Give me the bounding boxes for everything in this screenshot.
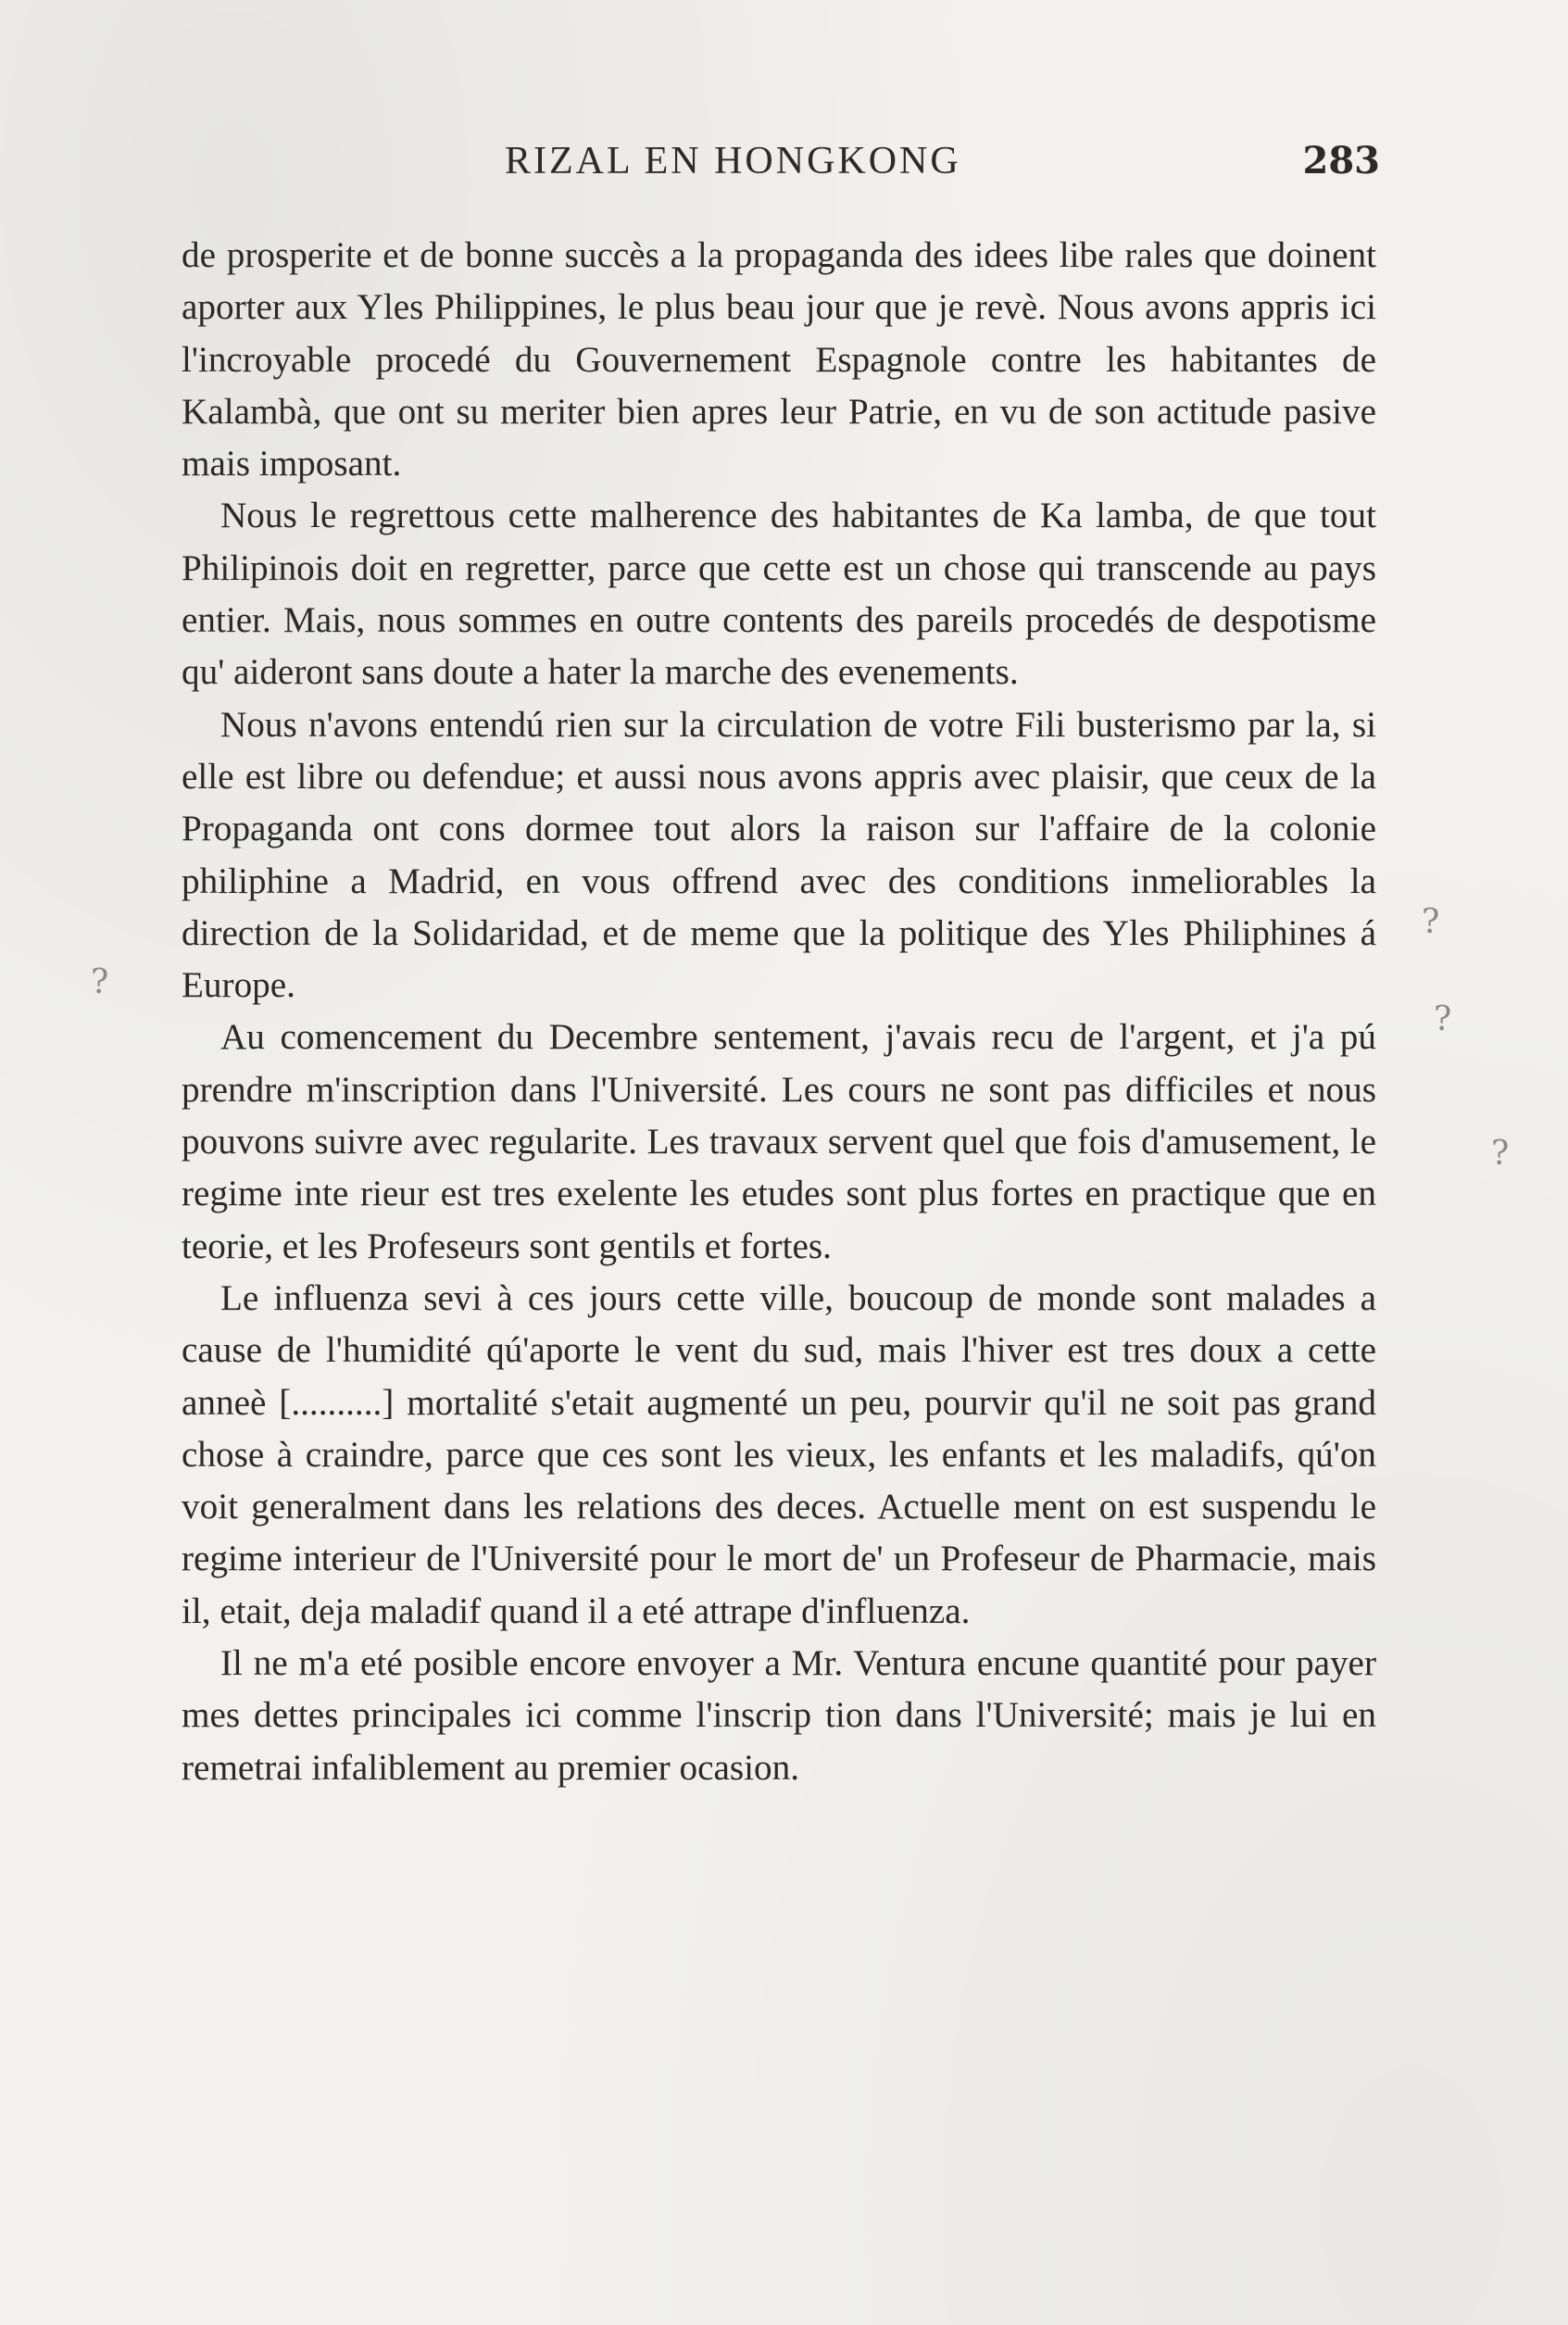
text-line: qú'on voit generalment dans les relations des deces. Actuelle bbox=[182, 1434, 1377, 1527]
text-line: s'etait augmenté un peu, pourvir qu'il ne soit pas grand chose à bbox=[182, 1382, 1377, 1475]
paragraph bbox=[182, 1012, 1376, 1272]
text-line: ont su meriter bien apres leur Patrie, en vu de son actitude pasive bbox=[397, 391, 1377, 432]
paragraph bbox=[182, 230, 1376, 490]
text-line: Il ne m'a eté posible encore envoyer a Mr. Ventura encune bbox=[220, 1643, 1091, 1684]
text-line: que je revè. Nous avons appris ici l'incroyable procedé du bbox=[182, 287, 1376, 380]
text-line: Le influenza sevi à ces jours cette ville, boucoup de monde bbox=[220, 1277, 1151, 1318]
text-line: premier ocasion. bbox=[557, 1747, 799, 1788]
text-line: Nous le regrettous cette malherence des habitantes de Ka bbox=[220, 496, 1083, 536]
text-line: Les travaux servent quel que fois d'amusement, le regime inte bbox=[182, 1122, 1376, 1214]
text-line: l'argent, et j'a pú prendre m'inscription dans l'Université. Les bbox=[182, 1017, 1376, 1110]
text-line: Au comencement du Decembre sentement, j'avais recu de bbox=[220, 1017, 1120, 1058]
text-line: quantité pour payer mes dettes principales ici comme l'inscrip bbox=[182, 1643, 1376, 1736]
text-line: de prosperite et de bonne succès a la propaganda des idees libe bbox=[182, 235, 1114, 275]
margin-question-mark: ? bbox=[91, 963, 109, 1001]
text-line: mais l'hiver est tres doux a cette anneè [..........] mortalité bbox=[182, 1330, 1376, 1423]
text-line: mort de' un Profeseur de Pharmacie, mais il, etait, deja maladif bbox=[182, 1539, 1376, 1631]
text-line: mais imposant. bbox=[182, 444, 402, 484]
text-line: rales que doinent aporter aux Yles Philippines, le plus beau jour bbox=[182, 235, 1376, 328]
text-line: sont malades a cause de l'humidité qú'aporte le vent du sud, bbox=[182, 1277, 1376, 1371]
text-line: busterismo par la, si elle est libre ou defendue; et aussi nous bbox=[182, 704, 1376, 797]
text-line: Gouvernement Espagnole contre les habitantes de Kalambà, que bbox=[182, 339, 1376, 432]
text-line: craindre, parce que ces sont les vieux, les enfants et les maladifs, bbox=[305, 1434, 1298, 1475]
text-line: sans doute a hater la marche des evenements. bbox=[361, 652, 1019, 693]
text-line: en teorie, et les Profeseurs sont gentils et fortes. bbox=[182, 1174, 1377, 1266]
text-line: avons appris avec plaisir, que ceux de la Propaganda ont cons bbox=[182, 756, 1376, 849]
text-line: tion dans l'Université; mais je lui en remetrai infaliblement au bbox=[182, 1695, 1377, 1788]
margin-question-mark: ? bbox=[1434, 1000, 1452, 1038]
paragraph bbox=[182, 699, 1376, 1012]
text-line: lamba, de que tout Philipinois doit en regretter, parce que cette bbox=[182, 496, 1377, 588]
margin-question-mark: ? bbox=[1491, 1135, 1510, 1173]
text-line: est un chose qui transcende au pays entier. Mais, nous sommes bbox=[182, 547, 1376, 641]
text-line: en outre contents des pareils procedés de despotisme qu' aideront bbox=[182, 600, 1376, 693]
text-line: cours ne sont pas difficiles et nous pouvons suivre avec regularite. bbox=[182, 1069, 1376, 1162]
page-number: 283 bbox=[1302, 139, 1380, 182]
text-line: rieur est tres exelente les etudes sont plus fortes en practique que bbox=[360, 1174, 1343, 1214]
margin-question-mark: ? bbox=[1422, 903, 1440, 941]
text-line: quand il a eté attrape d'influenza. bbox=[489, 1590, 971, 1631]
paragraph bbox=[182, 490, 1376, 698]
text-line: Yles Philiphines á Europe. bbox=[182, 912, 1376, 1006]
text-line: a Madrid, en vous offrend avec des conditions inmeliorables la bbox=[350, 861, 1377, 901]
text-line: dormee tout alors la raison sur l'affaire de la colonie philiphine bbox=[182, 809, 1376, 901]
text-line: ment on est suspendu le regime interieur de l'Université pour le bbox=[182, 1487, 1377, 1579]
text-line: direction de la Solidaridad, et de meme que la politique des bbox=[182, 912, 1103, 953]
body-text bbox=[182, 230, 1376, 1794]
running-title: RIZAL EN HONGKONG bbox=[505, 140, 961, 182]
paragraph bbox=[182, 1638, 1376, 1794]
page-header bbox=[176, 139, 1380, 195]
paragraph bbox=[182, 1273, 1376, 1638]
text-line: Nous n'avons entendú rien sur la circulation de votre Fili bbox=[220, 704, 1066, 745]
